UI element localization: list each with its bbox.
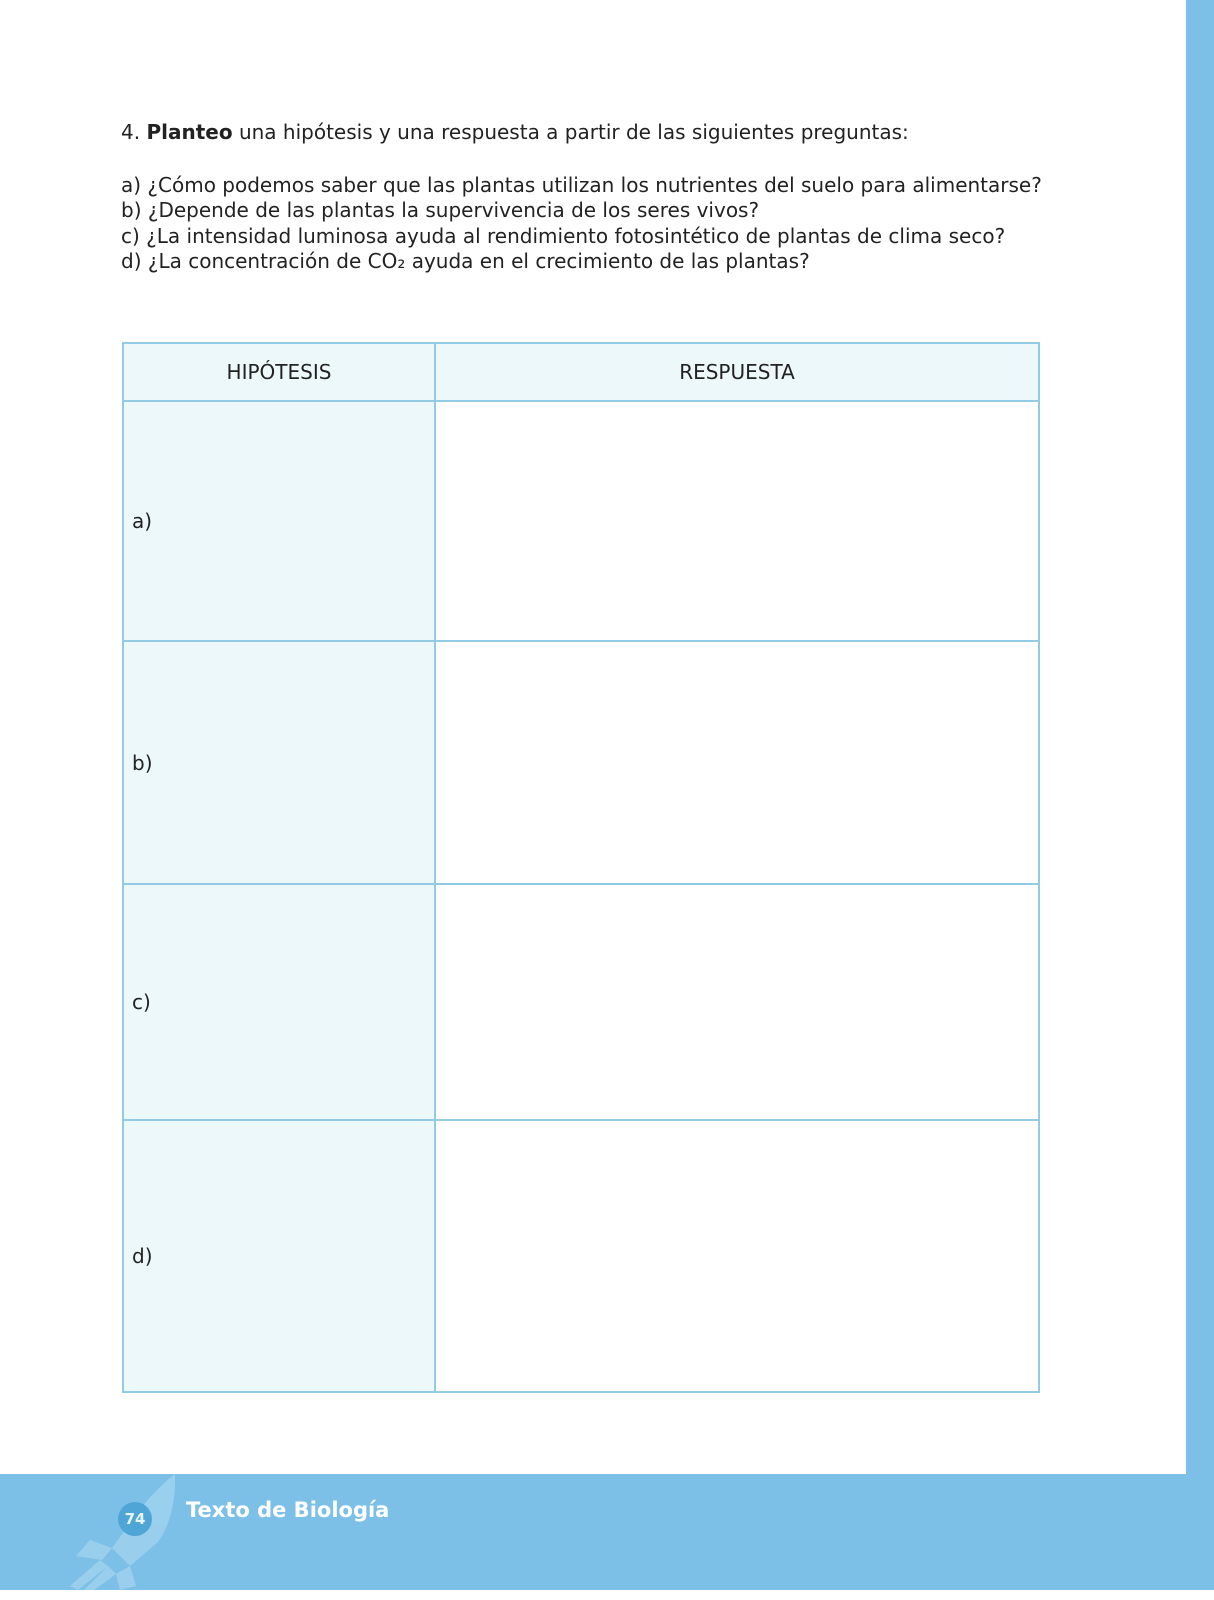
rocket-icon xyxy=(50,1474,190,1590)
question-c: c) ¿La intensidad luminosa ayuda al rendimiento fotosintético de plantas de clima seco? xyxy=(121,223,1006,248)
answer-cell-c[interactable] xyxy=(435,884,1039,1120)
hypothesis-table xyxy=(122,342,1040,1393)
question-d: d) ¿La concentración de CO₂ ayuda en el crecimiento de las plantas? xyxy=(121,249,810,273)
table-row xyxy=(123,401,1039,641)
table-row xyxy=(123,641,1039,884)
question-a: a) ¿Cómo podemos saber que las plantas utilizan los nutrientes del suelo para alimentarse? xyxy=(121,172,1042,197)
header-respuesta: RESPUESTA xyxy=(435,343,1039,401)
instruction-number: 4. xyxy=(121,120,141,144)
hypothesis-cell-a[interactable]: a) xyxy=(123,401,435,641)
table-header-row xyxy=(123,343,1039,401)
header-hipotesis: HIPÓTESIS xyxy=(123,343,435,401)
instruction-keyword: Planteo xyxy=(146,120,233,144)
hypothesis-cell-c[interactable]: c) xyxy=(123,884,435,1120)
hypothesis-cell-d[interactable]: d) xyxy=(123,1120,435,1392)
table-row xyxy=(123,884,1039,1120)
footer-bottom-margin xyxy=(0,1590,1214,1600)
book-title: Texto de Biología xyxy=(186,1498,390,1522)
answer-cell-b[interactable] xyxy=(435,641,1039,884)
table-row xyxy=(123,1120,1039,1392)
question-b: b) ¿Depende de las plantas la supervivencia de los seres vivos? xyxy=(121,198,760,222)
side-strip xyxy=(1186,0,1214,1474)
instruction-heading xyxy=(121,120,1081,146)
answer-cell-a[interactable] xyxy=(435,401,1039,641)
hypothesis-cell-b[interactable]: b) xyxy=(123,641,435,884)
instruction-text: una hipótesis y una respuesta a partir de las siguientes preguntas: xyxy=(238,120,909,144)
answer-cell-d[interactable] xyxy=(435,1120,1039,1392)
instructions xyxy=(121,120,1081,275)
page-number: 74 xyxy=(118,1502,152,1536)
page-footer xyxy=(0,1474,1214,1590)
